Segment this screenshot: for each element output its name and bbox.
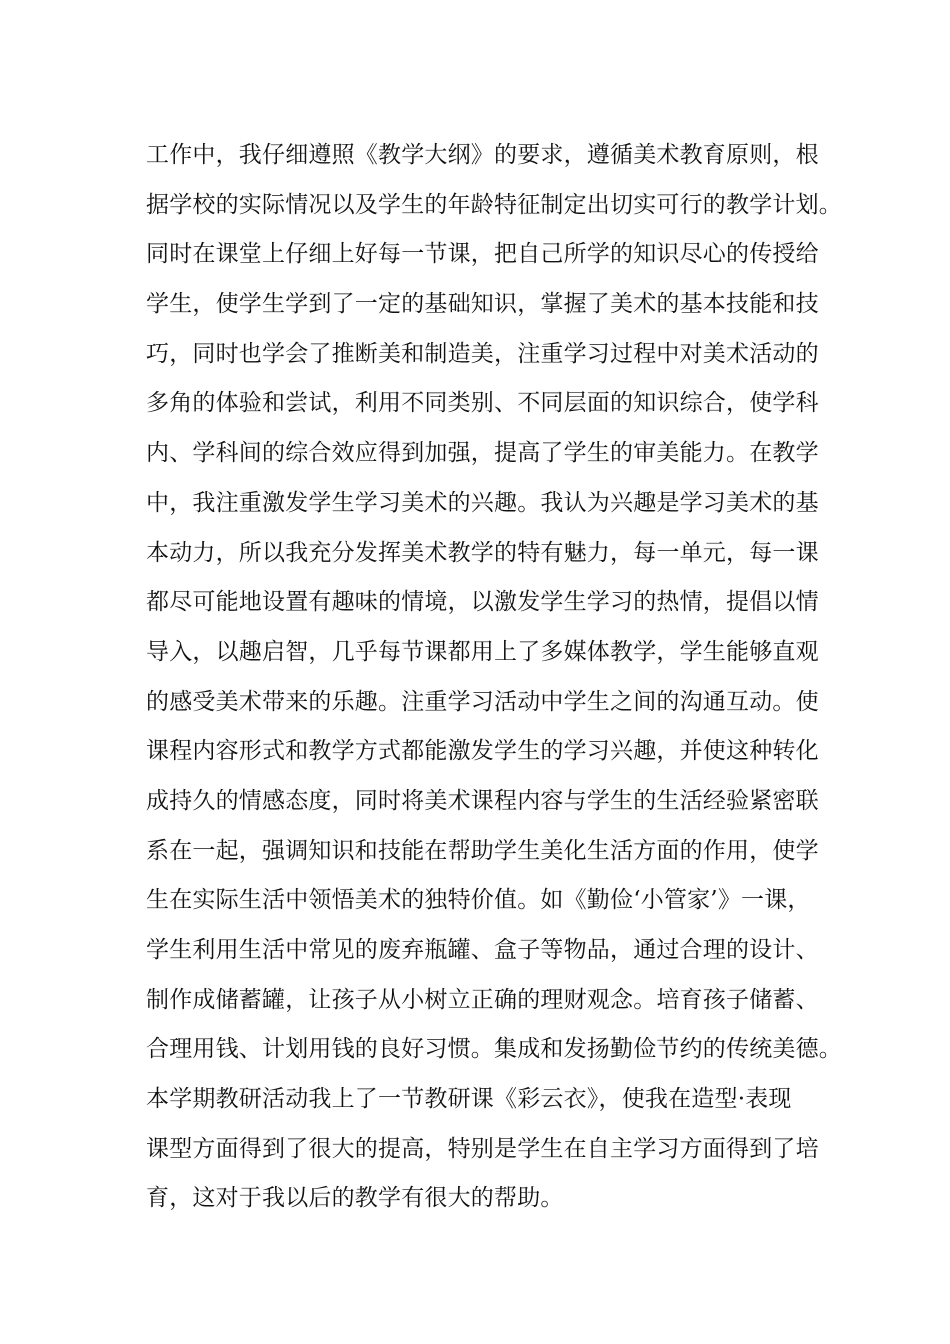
text-line: 系在一起，强调知识和技能在帮助学生美化生活方面的作用，使学 bbox=[146, 837, 819, 864]
text-line: 学生，使学生学到了一定的基础知识，掌握了美术的基本技能和技 bbox=[146, 291, 819, 318]
text-line: 课程内容形式和教学方式都能激发学生的学习兴趣，并使这种转化 bbox=[146, 738, 819, 765]
text-line: 制作成储蓄罐，让孩子从小树立正确的理财观念。培育孩子储蓄、 bbox=[146, 986, 819, 1013]
text-line: 导入，以趣启智，几乎每节课都用上了多媒体教学，学生能够直观 bbox=[146, 638, 819, 665]
text-line: 合理用钱、计划用钱的良好习惯。集成和发扬勤俭节约的传统美德。 bbox=[146, 1036, 842, 1063]
text-line: 成持久的情感态度，同时将美术课程内容与学生的生活经验紧密联 bbox=[146, 787, 819, 814]
text-line: 巧，同时也学会了推断美和制造美，注重学习过程中对美术活动的 bbox=[146, 340, 819, 367]
text-line: 多角的体验和尝试，利用不同类别、不同层面的知识综合，使学科 bbox=[146, 390, 819, 417]
body-text bbox=[146, 131, 842, 1224]
text-line: 本学期教研活动我上了一节教研课《彩云衣》，使我在造型·表现 bbox=[146, 1086, 792, 1113]
text-line: 的感受美术带来的乐趣。注重学习活动中学生之间的沟通互动。使 bbox=[146, 688, 819, 715]
text-line: 工作中，我仔细遵照《教学大纲》的要求，遵循美术教育原则，根 bbox=[146, 142, 819, 168]
text-line: 中，我注重激发学生学习美术的兴趣。我认为兴趣是学习美术的基 bbox=[146, 489, 819, 516]
text-line: 都尽可能地设置有趣味的情境，以激发学生学习的热情，提倡以情 bbox=[146, 589, 819, 616]
text-line: 课型方面得到了很大的提高，特别是学生在自主学习方面得到了培 bbox=[146, 1135, 819, 1162]
text-line: 内、学科间的综合效应得到加强，提高了学生的审美能力。在教学 bbox=[146, 440, 819, 467]
text-line: 育，这对于我以后的教学有很大的帮助。 bbox=[146, 1185, 564, 1212]
text-line: 本动力，所以我充分发挥美术教学的特有魅力，每一单元，每一课 bbox=[146, 539, 819, 566]
text-line: 同时在课堂上仔细上好每一节课，把自己所学的知识尽心的传授给 bbox=[146, 241, 819, 268]
text-line: 学生利用生活中常见的废弃瓶罐、盒子等物品，通过合理的设计、 bbox=[146, 937, 819, 963]
text-line: 据学校的实际情况以及学生的年龄特征制定出切实可行的教学计划。 bbox=[146, 191, 842, 218]
text-line: 生在实际生活中领悟美术的独特价值。如《勤俭‘小管家’》一课， bbox=[146, 887, 811, 914]
